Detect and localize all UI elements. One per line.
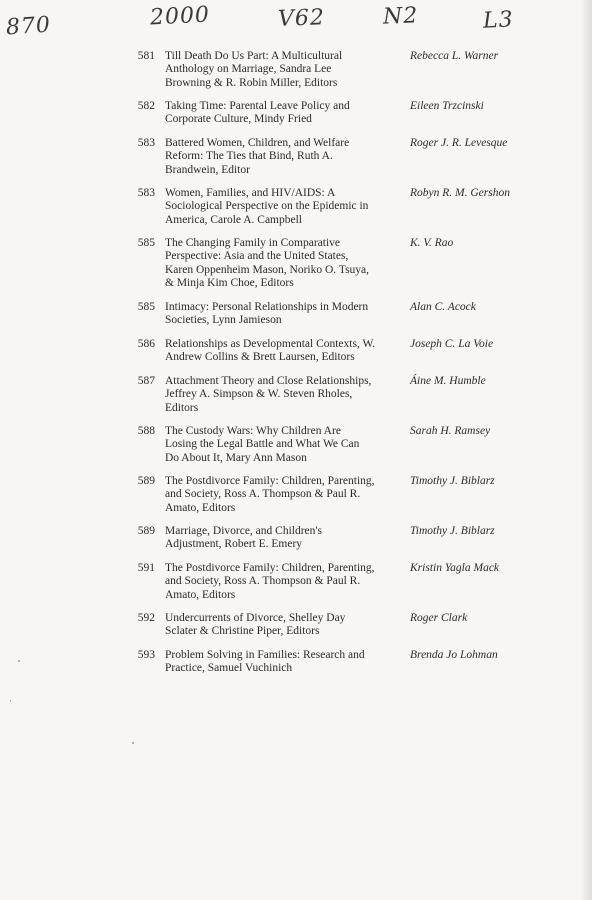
handwritten-note: 2000 [149,2,211,31]
book-title-line: The Changing Family in Comparative [165,237,341,249]
book-title-line: Attachment Theory and Close Relationships, [165,375,372,387]
book-title-line: Sclater & Christine Piper, Editors [165,625,320,638]
page-number: 592 [137,612,155,624]
book-title-line: The Postdivorce Family: Children, Parenting, [165,475,375,487]
page-number: 593 [137,649,155,661]
book-title-line: Losing the Legal Battle and What We Can [165,438,360,451]
handwritten-note: 870 [5,12,52,41]
handwritten-note: L3 [482,7,515,34]
book-title-line: Sociological Perspective on the Epidemic in [165,200,369,213]
book-title-line: Editors [165,401,199,414]
page-number: 587 [137,375,155,387]
book-title-line: Societies, Lynn Jamieson [165,314,282,327]
book-title [165,375,395,415]
book-title-line: Taking Time: Parental Leave Policy and [165,100,350,112]
book-title-line: Corporate Culture, Mindy Fried [165,113,312,126]
book-title-line: Do About It, Mary Ann Mason [165,451,307,464]
reviewer-name: Timothy J. Biblarz [410,525,495,537]
handwritten-note: V62 [277,5,326,32]
page-number: 583 [137,137,155,149]
book-title [165,649,395,676]
book-title-line: Perspective: Asia and the United States, [165,250,349,263]
page-number: 589 [137,525,155,537]
book-title-line: Brandwein, Editor [165,163,250,176]
reviewer-name: Timothy J. Biblarz [410,475,495,487]
book-title [165,50,395,90]
book-title [165,187,395,227]
reviewer-name: K. V. Rao [410,237,454,249]
reviewer-name: Eileen Trzcinski [410,100,484,112]
book-title [165,301,395,328]
book-title [165,137,395,177]
book-title [165,525,395,552]
page-number: 585 [137,301,155,313]
book-title [165,612,395,639]
book-title-line: and Society, Ross A. Thompson & Paul R. [165,488,361,501]
scan-speck [132,742,134,744]
book-title-line: Amato, Editors [165,588,236,601]
book-title-line: Marriage, Divorce, and Children's [165,525,322,537]
book-title [165,237,395,290]
book-title-line: Problem Solving in Families: Research and [165,649,365,661]
book-title-line: Women, Families, and HIV/AIDS: A [165,187,336,199]
book-title-line: Practice, Samuel Vuchinich [165,662,293,675]
book-title [165,425,395,465]
book-title [165,338,395,365]
handwritten-annotation [0,0,592,50]
page-number: 586 [137,338,155,350]
book-title-line: The Postdivorce Family: Children, Parenting, [165,562,375,574]
reviewer-name: Sarah H. Ramsey [410,425,491,437]
page-number: 581 [137,50,155,62]
book-title-line: & Minja Kim Choe, Editors [165,276,294,289]
scan-speck [18,660,20,662]
page-edge-shadow [580,0,592,900]
book-title-line: The Custody Wars: Why Children Are [165,425,341,437]
book-title-line: America, Carole A. Campbell [165,213,303,226]
reviewer-name: Áine M. Humble [410,375,486,387]
page-number: 585 [137,237,155,249]
page-number: 591 [137,562,155,574]
reviewer-name: Roger Clark [410,612,468,624]
book-title-line: Till Death Do Us Part: A Multicultural [165,50,343,62]
book-title-line: Andrew Collins & Brett Laursen, Editors [165,351,355,364]
reviewer-name: Joseph C. La Voie [410,338,494,350]
book-title [165,100,395,127]
book-title-line: Browning & R. Robin Miller, Editors [165,76,338,89]
book-title-line: Intimacy: Personal Relationships in Modern [165,301,369,313]
page-number: 582 [137,100,155,112]
page-number: 589 [137,475,155,487]
reviewer-name: Brenda Jo Lohman [410,649,498,661]
page-number: 583 [137,187,155,199]
book-title-line: Battered Women, Children, and Welfare [165,137,350,149]
reviewer-name: Robyn R. M. Gershon [410,187,510,199]
reviewer-name: Rebecca L. Warner [410,50,499,62]
book-title-line: Karen Oppenheim Mason, Noriko O. Tsuya, [165,263,370,276]
reviewer-name: Kristin Yagla Mack [410,562,500,574]
book-title [165,562,395,602]
handwritten-note: N2 [382,3,419,30]
scan-speck [10,700,11,702]
book-title-line: Adjustment, Robert E. Emery [165,538,303,551]
book-title-line: Reform: The Ties that Bind, Ruth A. [165,150,333,163]
book-title-line: Jeffrey A. Simpson & W. Steven Rholes, [165,388,353,401]
book-title-line: and Society, Ross A. Thompson & Paul R. [165,575,361,588]
book-title-line: Anthology on Marriage, Sandra Lee [165,63,332,76]
reviewer-name: Roger J. R. Levesque [410,137,508,149]
book-title-line: Amato, Editors [165,501,236,514]
book-title [165,475,395,515]
page-number: 588 [137,425,155,437]
book-title-line: Relationships as Developmental Contexts, W. [165,338,376,350]
book-title-line: Undercurrents of Divorce, Shelley Day [165,612,346,624]
reviewer-name: Alan C. Acock [410,301,476,313]
